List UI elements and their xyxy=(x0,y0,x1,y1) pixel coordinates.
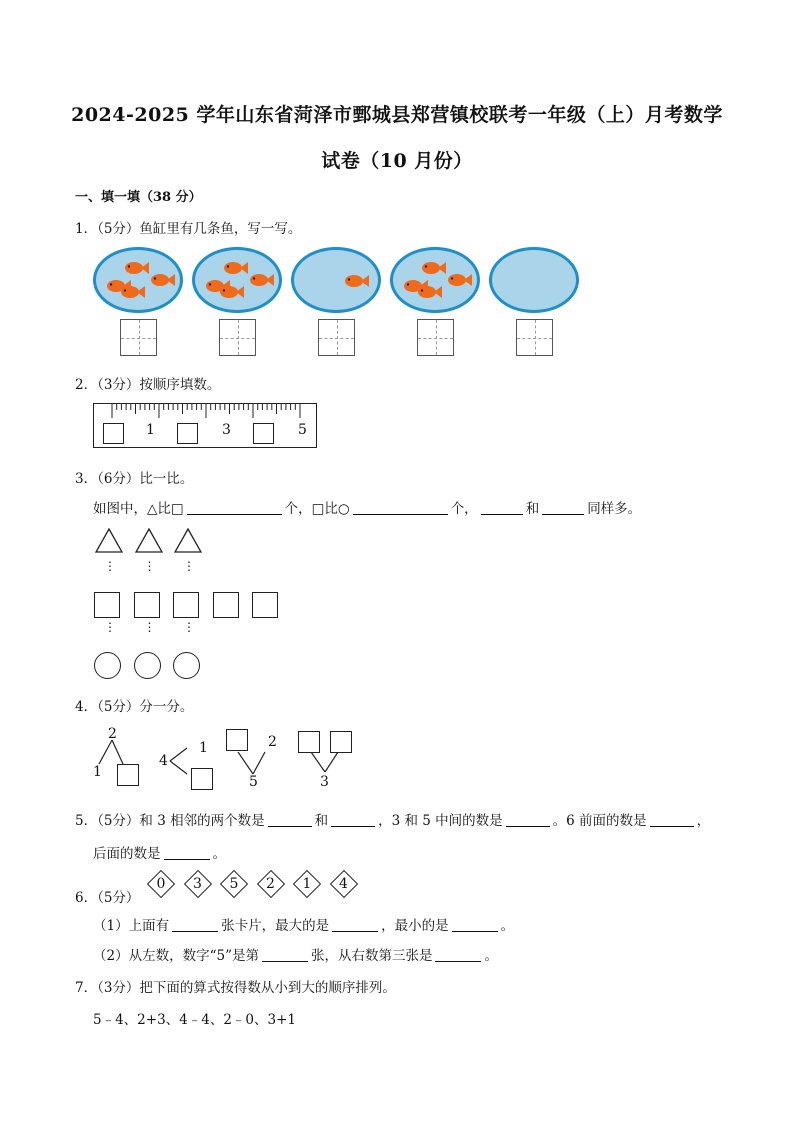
answer-box[interactable] xyxy=(253,423,274,444)
bond-number: 1 xyxy=(93,764,102,780)
question-1: 1．（5分）鱼缸里有几条鱼，写一写。 xyxy=(75,221,302,237)
answer-blank[interactable] xyxy=(332,918,378,932)
fish-bowl xyxy=(93,247,183,313)
text: 张，从右数第三张是 xyxy=(310,948,433,964)
ruler xyxy=(93,403,317,448)
triangle-icon xyxy=(95,528,123,558)
alignment-dots: ⋮ xyxy=(143,559,156,573)
question-7: 7．（3分）把下面的算式按得数从小到大的顺序排列。 xyxy=(75,980,396,996)
answer-blank[interactable] xyxy=(452,918,498,932)
card-number: 5 xyxy=(229,876,239,892)
question-4: 4．（5分）分一分。 xyxy=(75,699,194,715)
fish-bowl xyxy=(390,247,480,313)
page-title-line2: 试卷（10 月份） xyxy=(321,150,473,172)
triangle-icon xyxy=(174,528,202,558)
fish-icon xyxy=(421,260,447,276)
answer-box[interactable] xyxy=(117,764,139,786)
bond-number: 3 xyxy=(320,774,329,790)
writing-grid[interactable] xyxy=(219,319,256,356)
fish-icon xyxy=(249,272,275,288)
writing-grid[interactable] xyxy=(318,319,355,356)
text: （2）从左数，数字“5”是第 xyxy=(93,948,259,964)
ruler-label: 3 xyxy=(222,422,231,438)
answer-box[interactable] xyxy=(298,731,320,753)
answer-blank[interactable] xyxy=(542,501,584,515)
text: 如图中，△比□ xyxy=(93,501,184,517)
text: 个， xyxy=(450,501,478,517)
answer-blank[interactable] xyxy=(506,813,550,827)
question-6: 6．（5分） xyxy=(75,890,140,906)
fish-icon xyxy=(124,260,150,276)
fish-icon xyxy=(223,260,249,276)
bond-number: 1 xyxy=(199,740,208,756)
question-6-sub1 xyxy=(93,914,514,934)
page-title: 2024-2025 学年山东省菏泽市鄄城县郑营镇校联考一年级（上）月考数学 xyxy=(71,104,723,126)
answer-box[interactable] xyxy=(330,731,352,753)
text: ， xyxy=(696,813,711,829)
text: 和 xyxy=(314,813,329,829)
ruler-label: 1 xyxy=(146,422,155,438)
card-number: 1 xyxy=(302,876,312,892)
card-number: 4 xyxy=(339,876,348,892)
fish-icon xyxy=(120,284,146,300)
bond-number: 2 xyxy=(108,726,117,742)
answer-box[interactable] xyxy=(177,423,198,444)
question-3: 3．（6分）比一比。 xyxy=(75,471,194,487)
section-heading: 一、填一填（38 分） xyxy=(75,190,202,205)
alignment-dots: ⋮ xyxy=(143,620,156,634)
text: 张卡片，最大的是 xyxy=(221,918,330,934)
answer-box[interactable] xyxy=(103,423,124,444)
question-3-sentence xyxy=(93,497,641,517)
fish-icon xyxy=(447,272,473,288)
question-6-sub2 xyxy=(93,944,498,964)
text: 。 xyxy=(484,948,498,964)
text: 5．（5分）和 3 相邻的两个数是 xyxy=(75,813,265,829)
answer-blank[interactable] xyxy=(353,501,448,515)
text: ，最小的是 xyxy=(381,918,449,934)
square-icon xyxy=(173,592,199,618)
circle-icon xyxy=(134,652,161,679)
answer-blank[interactable] xyxy=(187,501,282,515)
answer-blank[interactable] xyxy=(650,813,694,827)
fish-icon xyxy=(417,284,443,300)
text: 。6 前面的数是 xyxy=(552,813,647,829)
fish-icon xyxy=(344,273,370,289)
square-icon xyxy=(94,592,120,618)
text: 个，□比○ xyxy=(284,501,350,517)
answer-box[interactable] xyxy=(226,729,248,751)
fish-bowl xyxy=(489,247,579,313)
triangle-icon xyxy=(135,528,163,558)
alignment-dots: ⋮ xyxy=(183,620,195,634)
square-icon xyxy=(213,592,239,618)
bond-number: 5 xyxy=(249,774,258,790)
writing-grid[interactable] xyxy=(120,319,157,356)
expressions: 5﹣4、2+3、4﹣4、2﹣0、3+1 xyxy=(93,1012,297,1028)
text: 。 xyxy=(212,846,226,862)
square-icon xyxy=(134,592,160,618)
fish-icon xyxy=(150,272,176,288)
text: （1）上面有 xyxy=(93,918,170,934)
text: 后面的数是 xyxy=(93,846,161,862)
question-2: 2．（3分）按顺序填数。 xyxy=(75,377,221,393)
alignment-dots: ⋮ xyxy=(104,620,116,634)
answer-blank[interactable] xyxy=(331,813,375,827)
ruler-ticks xyxy=(94,404,318,424)
answer-blank[interactable] xyxy=(164,846,210,860)
circle-icon xyxy=(173,652,200,679)
answer-blank[interactable] xyxy=(481,501,523,515)
fish-bowl xyxy=(291,247,381,313)
answer-blank[interactable] xyxy=(435,948,481,962)
circle-icon xyxy=(94,652,121,679)
alignment-dots: ⋮ xyxy=(104,559,116,573)
bond-number: 4 xyxy=(159,753,168,769)
card-number: 0 xyxy=(156,876,166,892)
bond-number: 2 xyxy=(268,734,277,750)
ruler-label: 5 xyxy=(298,422,307,438)
question-5 xyxy=(75,809,710,829)
fish-icon xyxy=(219,284,245,300)
answer-blank[interactable] xyxy=(172,918,218,932)
answer-blank[interactable] xyxy=(268,813,312,827)
question-5-line2 xyxy=(93,842,226,862)
fish-bowl xyxy=(192,247,282,313)
text: 同样多。 xyxy=(587,501,642,517)
text: ，3 和 5 中间的数是 xyxy=(378,813,503,829)
writing-grid[interactable] xyxy=(417,319,454,356)
writing-grid[interactable] xyxy=(516,319,553,356)
answer-box[interactable] xyxy=(191,768,213,790)
text: 和 xyxy=(525,501,540,517)
square-icon xyxy=(252,592,278,618)
answer-blank[interactable] xyxy=(262,948,308,962)
card-number: 2 xyxy=(266,876,275,892)
card-number: 3 xyxy=(193,876,202,892)
alignment-dots: ⋮ xyxy=(183,559,195,573)
text: 。 xyxy=(500,918,515,934)
